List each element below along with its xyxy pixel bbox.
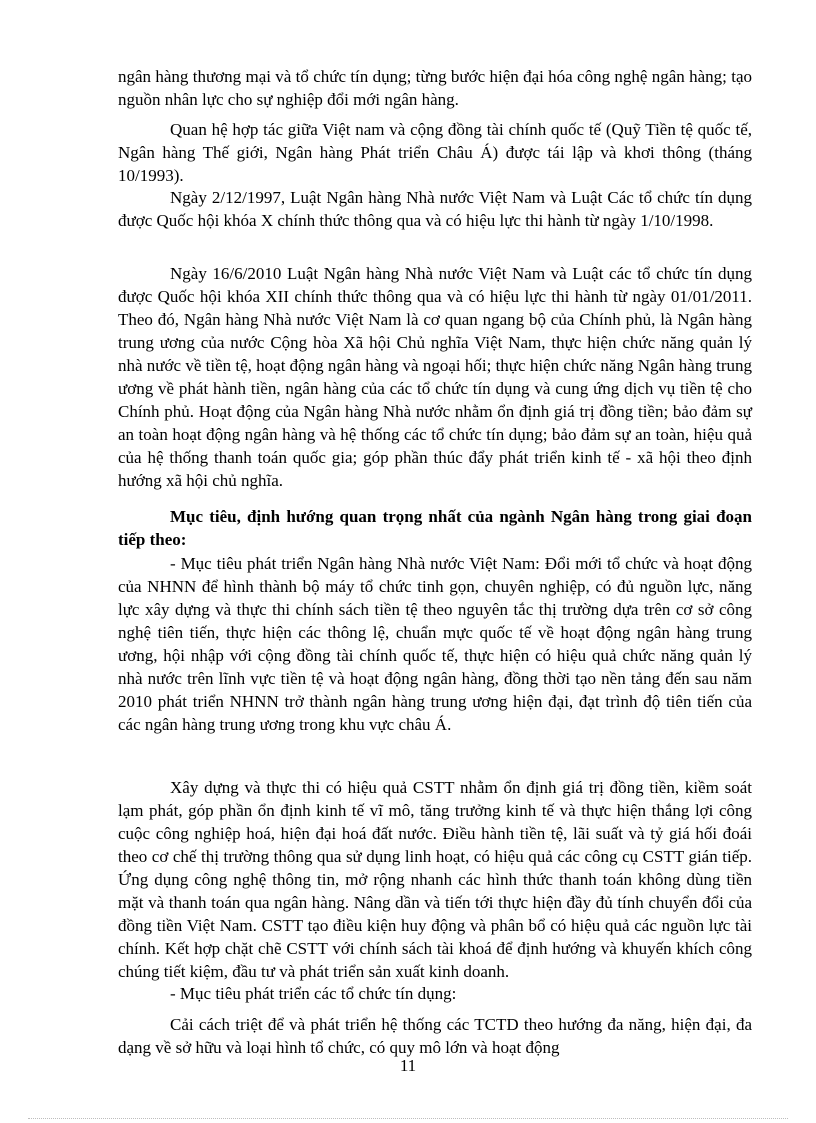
paragraph-law-1997: Ngày 2/12/1997, Luật Ngân hàng Nhà nước Việt Nam và Luật Các tổ chức tín dụng được Quốc hội khóa X chính thức thông qua và có hiệu lực thi hành từ ngày 1/10/1998. [118, 188, 752, 230]
paragraph-cooperation: Quan hệ hợp tác giữa Việt nam và cộng đồng tài chính quốc tế (Quỹ Tiền tệ quốc tế, Ngân hàng Thế giới, Ngân hàng Phát triển Châu Á) được tái lập và khơi thông (tháng 10/1993). [118, 120, 752, 185]
paragraph-sbv-goal: - Mục tiêu phát triển Ngân hàng Nhà nước Việt Nam: Đổi mới tổ chức và hoạt động của NHNN để hình thành bộ máy tổ chức tinh gọn, chuyên nghiệp, có đủ nguồn lực, năng lực xây dựng và thực thi chính sách tiền tệ theo nguyên tắc thị trường dựa trên cơ sở công nghệ tiên tiến, thực hiện các thông lệ, chuẩn mực quốc tế về hoạt động ngân hàng trung ương, hội nhập với cộng đồng tài chính quốc tế, thực hiện có hiệu quả chức năng quản lý nhà nước trên lĩnh vực tiền tệ và hoạt động ngân hàng, đồng thời tạo nền tảng đến sau năm 2010 phát triển NHNN trở thành ngân hàng trung ương hiện đại, đạt trình độ tiên tiến của các ngân hàng trung ương trong khu vực châu Á. [118, 554, 752, 734]
paragraph-credit-goal: - Mục tiêu phát triển các tổ chức tín dụng: [170, 984, 457, 1003]
section-heading: Mục tiêu, định hướng quan trọng nhất của ngành Ngân hàng trong giai đoạn tiếp theo: [118, 507, 752, 549]
page-bottom-divider [28, 1118, 788, 1119]
paragraph-monetary-policy: Xây dựng và thực thi có hiệu quả CSTT nhằm ổn định giá trị đồng tiền, kiềm soát lạm phát, góp phần ổn định kinh tế vĩ mô, tăng trưởng kinh tế và thực hiện thắng lợi công cuộc công nghiệp hoá, hiện đại hoá đất nước. Điều hành tiền tệ, lãi suất và tỷ giá hối đoái theo cơ chế thị trường thông qua sử dụng linh hoạt, có hiệu quả các công cụ CSTT gián tiếp. Ứng dụng công nghệ thông tin, mở rộng nhanh các hình thức thanh toán không dùng tiền mặt và thanh toán qua ngân hàng. Nâng dần và tiến tới thực hiện đầy đủ tính chuyển đổi của đồng tiền Việt Nam. CSTT tạo điều kiện huy động và phân bổ có hiệu quả các nguồn lực tài chính. Kết hợp chặt chẽ CSTT với chính sách tài khoá để định hướng và khuyến khích công chúng tiết kiệm, đầu tư và phát triển sản xuất kinh doanh. [118, 778, 752, 981]
paragraph-reform: Cải cách triệt để và phát triển hệ thống các TCTD theo hướng đa năng, hiện đại, đa dạng về sở hữu và loại hình tổ chức, có quy mô lớn và hoạt động [118, 1015, 752, 1057]
paragraph-law-2010: Ngày 16/6/2010 Luật Ngân hàng Nhà nước Việt Nam và Luật các tổ chức tín dụng được Quốc hội khóa XII chính thức thông qua và có hiệu lực thi hành từ ngày 01/01/2011. Theo đó, Ngân hàng Nhà nước Việt Nam là cơ quan ngang bộ của Chính phủ, là Ngân hàng trung ương của nước Cộng hòa Xã hội Chủ nghĩa Việt Nam, thực hiện chức năng quản lý nhà nước về tiền tệ, hoạt động ngân hàng và ngoại hối; thực hiện chức năng Ngân hàng trung ương về phát hành tiền, ngân hàng của các tổ chức tín dụng và cung ứng dịch vụ tiền tệ cho Chính phủ. Hoạt động của Ngân hàng Nhà nước nhằm ổn định giá trị đồng tiền; bảo đảm sự an toàn hoạt động ngân hàng và hệ thống các tổ chức tín dụng; bảo đảm sự an toàn, hiệu quả của hệ thống thanh toán quốc gia; góp phần thúc đẩy phát triển kinh tế - xã hội theo định hướng xã hội chủ nghĩa. [118, 264, 752, 490]
paragraph-continuation: ngân hàng thương mại và tổ chức tín dụng; từng bước hiện đại hóa công nghệ ngân hàng; tạo nguồn nhân lực cho sự nghiệp đổi mới ngân hàng. [118, 67, 752, 109]
page-number: 11 [399, 1056, 417, 1075]
